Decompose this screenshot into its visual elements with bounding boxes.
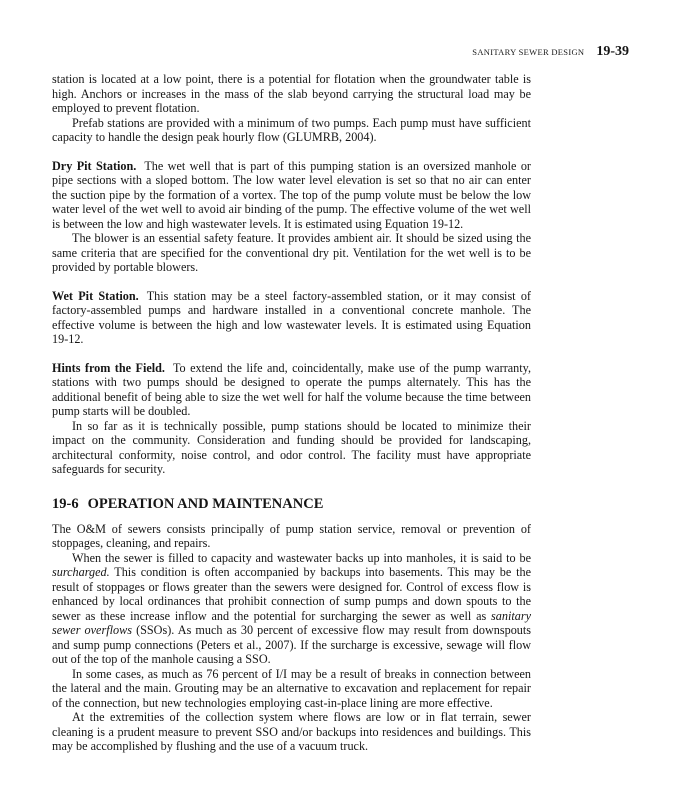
section-title: OPERATION AND MAINTENANCE [87,495,324,512]
page-body [52,72,531,754]
hints-text: To extend the life and, coincidentally, make use of the pump warranty, stations with two pumps should be designed to operate the pumps alternately. This has the additional benefit of being able to size the wet well for half the volume because the time between pump starts will be doubled. [52,360,531,418]
run-in-heading-wet-pit: Wet Pit Station. [52,288,139,303]
paragraph-blower: The blower is an essential safety feature. It provides ambient air. It should be sized using the same criteria that are specified for the conventional dry pit. Ventilation for the wet well is to be provided by portable blowers. [52,231,531,274]
paragraph-dry-pit [52,159,531,232]
section-number: 19-6 [52,495,79,512]
term-surcharged: surcharged. [52,565,110,579]
paragraph-surcharge [52,551,531,667]
surcharge-text-c: (SSOs). As much as 30 percent of excessive flow may result from downspouts and sump pump connections (Peters et al., 2007). If the surcharge is excessive, sewage will flow out of the top of the manhole causing a SSO. [52,623,532,666]
run-in-heading-dry-pit: Dry Pit Station. [52,158,137,173]
run-in-heading-hints: Hints from the Field. [52,360,165,375]
term-sanitary-sewer-overflows: sanitary sewer overflows [52,608,531,637]
surcharge-text-a: When the sewer is filled to capacity and wastewater backs up into manholes, it is said to be [72,550,531,565]
section-heading [52,496,531,512]
surcharge-text-b: This condition is often accompanied by backups into basements. This may be the result of stoppages or flows greater than the sewers were designed for. Control of excess flow is enhanced by local ordinances that prohibit connection of sump pumps and down spouts to the sewer as these increase inflow and the potential for surcharging the sewer as well as [52,565,531,623]
dry-pit-text: The wet well that is part of this pumping station is an oversized manhole or pipe sections with a sloped bottom. The low water level elevation is set so that no air can enter the suction pipe by the formation of a vortex. The top of the pump volute must be below the low water level of the wet well to avoid air binding of the pump. The effective volume of the wet well is between the low and high wastewater levels. It is estimated using Equation 19-12. [52,158,531,231]
paragraph-flotation: station is located at a low point, there is a potential for flotation when the groundwater table is high. Anchors or increases in the mass of the slab beyond carrying the structural load may be employed to prevent flotation. [52,72,531,115]
page-header [472,44,629,60]
paragraph-prefab: Prefab stations are provided with a minimum of two pumps. Each pump must have sufficient capacity to handle the design peak hourly flow (GLUMRB, 2004). [52,115,531,144]
paragraph-community: In so far as it is technically possible, pump stations should be located to minimize their impact on the community. Consideration and funding should be provided for landscaping, architectural conformity, noise control, and odor control. The facility must have appropriate safeguards for security. [52,418,531,476]
page-number: 19-39 [596,44,629,59]
paragraph-wet-pit [52,289,531,347]
paragraph-infiltration: In some cases, as much as 76 percent of I/I may be a result of breaks in connection between the lateral and the main. Grouting may be an alternative to excavation and replacement for repair of the connection, but new technologies employing cast-in-place lining are more effective. [52,666,531,710]
paragraph-hints [52,361,531,419]
paragraph-extremities: At the extremities of the collection system where flows are low or in flat terrain, sewer cleaning is a prudent measure to prevent SSO and/or backups into residences and buildings. This may be accomplished by flushing and the use of a vacuum truck. [52,710,531,753]
wet-pit-text: This station may be a steel factory-assembled station, or it may consist of factory-assembled pumps and hardware installed in a conventional concrete manhole. The effective volume is between the high and low wastewater levels. It is estimated using Equation 19-12. [52,288,531,346]
paragraph-om-intro: The O&M of sewers consists principally of pump station service, removal or prevention of stoppages, cleaning, and repairs. [52,521,531,550]
running-title: SANITARY SEWER DESIGN [472,47,585,57]
